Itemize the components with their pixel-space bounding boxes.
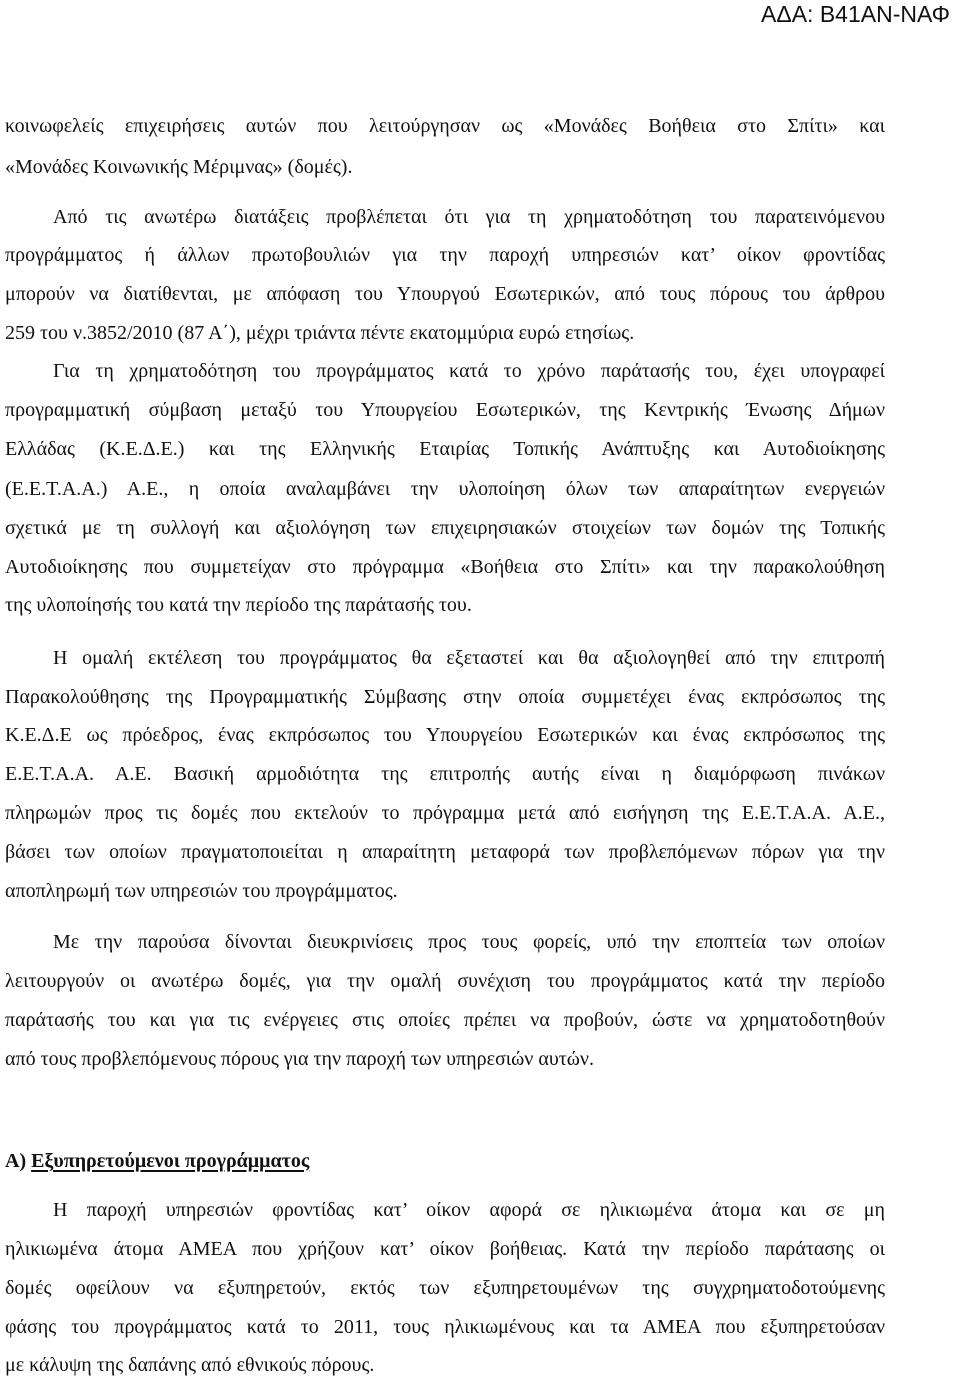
text-line: από τους προβλεπόμενους πόρους για την παροχή των υπηρεσιών αυτών. [5, 1048, 594, 1070]
text-line: Ε.Ε.Τ.Α.Α. Α.Ε. Βασική αρμοδιότητα της επιτροπής αυτής είναι η διαμόρφωση πινάκων [5, 763, 885, 785]
text-line: Με την παρούσα δίνονται διευκρινίσεις προς τους φορείς, υπό την εποπτεία των οποίων [53, 931, 885, 953]
text-line: λειτουργούν οι ανωτέρω δομές, για την ομαλή συνέχιση του προγράμματος κατά την περίοδο [5, 970, 885, 992]
section-heading-prefix: Α) [5, 1150, 27, 1172]
text-line: Η παροχή υπηρεσιών φροντίδας κατ’ οίκον αφορά σε ηλικιωμένα άτομα και σε μη [53, 1199, 885, 1221]
text-line: προγράμματος ή άλλων πρωτοβουλιών για την παροχή υπηρεσιών κατ’ οίκον φροντίδας [5, 244, 885, 266]
section-heading-title: Εξυπηρετούμενοι προγράμματος [31, 1150, 310, 1172]
text-line: Για τη χρηματοδότηση του προγράμματος κατά το χρόνο παράτασής του, έχει υπογραφεί [53, 360, 885, 382]
text-line: μπορούν να διατίθενται, με απόφαση του Υπουργού Εσωτερικών, από τους πόρους του άρθρου [5, 283, 885, 305]
text-line: ηλικιωμένα άτομα ΑΜΕΑ που χρήζουν κατ’ οίκον βοήθειας. Κατά την περίοδο παράτασης οι [5, 1238, 885, 1260]
text-line: παράτασής του και για τις ενέργειες στις οποίες πρέπει να προβούν, ώστε να χρηματοδοτηθούν [5, 1009, 885, 1031]
text-line: κοινωφελείς επιχειρήσεις αυτών που λειτούργησαν ως «Μονάδες Βοήθεια στο Σπίτι» και [5, 115, 885, 137]
text-line: Η ομαλή εκτέλεση του προγράμματος θα εξεταστεί και θα αξιολογηθεί από την επιτροπή [53, 647, 885, 669]
text-line: (Ε.Ε.Τ.Α.Α.) Α.Ε., η οποία αναλαμβάνει την υλοποίηση όλων των απαραίτητων ενεργειών [5, 478, 885, 500]
text-line: πληρωμών προς τις δομές που εκτελούν το πρόγραμμα μετά από εισήγηση της Ε.Ε.Τ.Α.Α. Α.Ε., [5, 802, 885, 824]
text-line: της υλοποίησής του κατά την περίοδο της παράτασής του. [5, 594, 472, 616]
text-line: σχετικά με τη συλλογή και αξιολόγηση των επιχειρησιακών στοιχείων των δομών της Τοπικής [5, 517, 885, 539]
text-line: βάσει των οποίων πραγματοποιείται η απαραίτητη μεταφορά των προβλεπόμενων πόρων για την [5, 841, 885, 863]
document-ada-code: ΑΔΑ: Β41ΑΝ-ΝΑΦ [761, 1, 950, 27]
section-heading [5, 1149, 309, 1173]
text-line: Αυτοδιοίκησης που συμμετείχαν στο πρόγραμμα «Βοήθεια στο Σπίτι» και την παρακολούθηση [5, 556, 885, 578]
text-line: φάσης του προγράμματος κατά το 2011, τους ηλικιωμένους και τα ΑΜΕΑ που εξυπηρετούσαν [5, 1316, 885, 1338]
text-line: Κ.Ε.Δ.Ε ως πρόεδρος, ένας εκπρόσωπος του Υπουργείου Εσωτερικών και ένας εκπρόσωπος της [5, 724, 885, 746]
text-line: 259 του ν.3852/2010 (87 Α΄), μέχρι τριάντα πέντε εκατομμύρια ευρώ ετησίως. [5, 322, 635, 344]
text-line: αποπληρωμή των υπηρεσιών του προγράμματος. [5, 880, 398, 902]
text-line: δομές οφείλουν να εξυπηρετούν, εκτός των εξυπηρετουμένων της συγχρηματοδοτούμενης [5, 1277, 885, 1299]
text-line: Από τις ανωτέρω διατάξεις προβλέπεται ότι για τη χρηματοδότηση του παρατεινόμενου [53, 206, 885, 228]
text-line: με κάλυψη της δαπάνης από εθνικούς πόρους. [5, 1354, 375, 1376]
text-line: προγραμματική σύμβαση μεταξύ του Υπουργείου Εσωτερικών, της Κεντρικής Ένωσης Δήμων [5, 399, 885, 421]
text-line: Παρακολούθησης της Προγραμματικής Σύμβασης στην οποία συμμετέχει ένας εκπρόσωπος της [5, 686, 885, 708]
text-line: «Μονάδες Κοινωνικής Μέριμνας» (δομές). [5, 156, 353, 178]
text-line: Ελλάδας (Κ.Ε.Δ.Ε.) και της Ελληνικής Εταιρίας Τοπικής Ανάπτυξης και Αυτοδιοίκησης [5, 438, 885, 460]
